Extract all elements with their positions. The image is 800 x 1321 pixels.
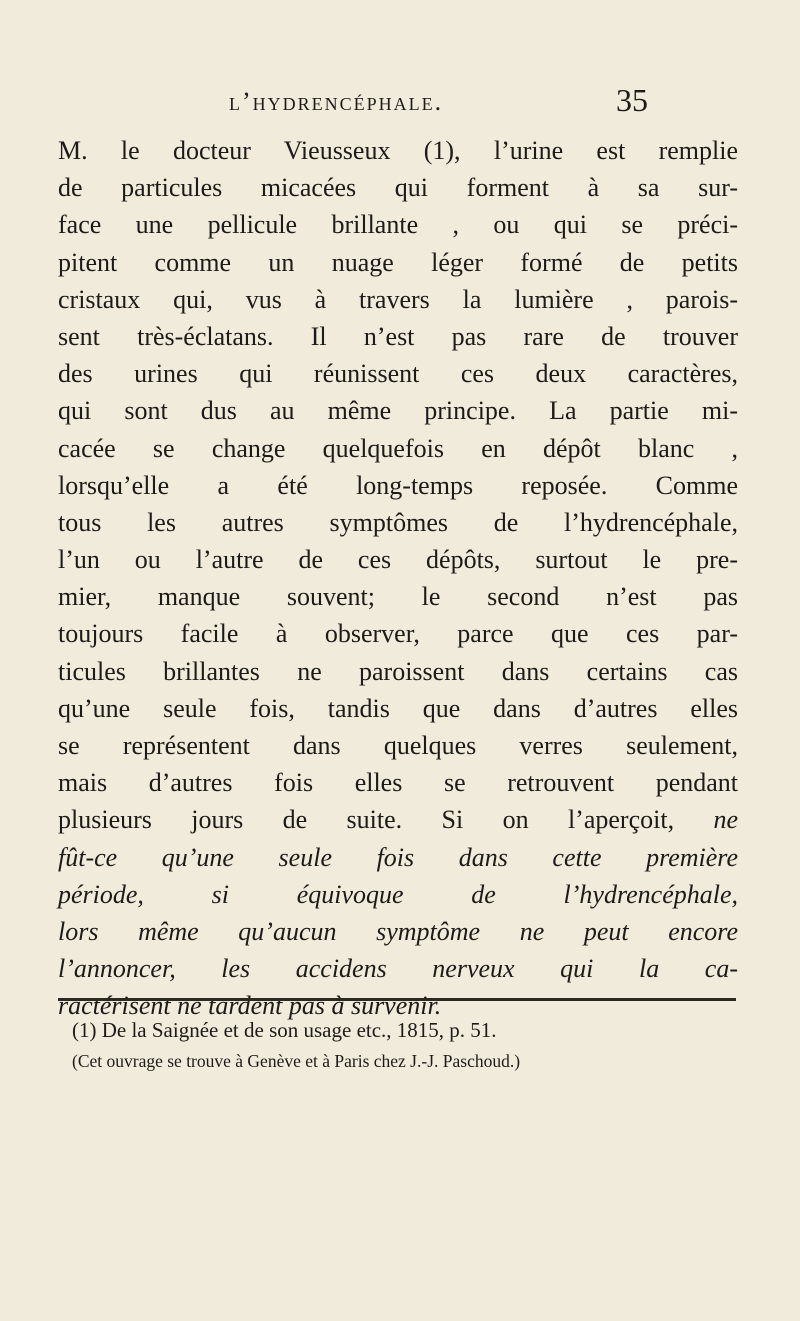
footnote-line-1: (1) De la Saignée et de son usage etc., 1815, p. 51. [72,1018,497,1042]
text-line-12: l’un ou l’autre de ces dépôts, surtout le pre- [58,545,738,575]
italic-line-3: lors même qu’aucun symptôme ne peut encore [58,916,738,946]
running-header [0,82,800,122]
text-line-13: mier, manque souvent; le second n’est pas [58,582,738,612]
text-line-15: ticules brillantes ne paroissent dans certains cas [58,656,738,686]
footnotes [72,1015,742,1077]
text-line-5: cristaux qui, vus à travers la lumière , parois- [58,284,738,314]
text-line-19-italic: ne [713,805,738,835]
italic-line-5: ractérisent ne tardent pas à survenir. [58,991,442,1021]
text-line-9: cacée se change quelquefois en dépôt blanc , [58,433,738,463]
body-paragraph [58,132,738,1025]
text-line-18: mais d’autres fois elles se retrouvent pendant [58,768,738,798]
italic-line-2: période, si équivoque de l’hydrencéphale, [58,879,738,909]
text-line-6: sent très-éclatans. Il n’est pas rare de trouver [58,321,738,351]
page-number: 35 [616,82,648,118]
text-line-2: de particules micacées qui forment à sa sur- [58,173,738,203]
text-line-10: lorsqu’elle a été long-temps reposée. Comme [58,470,738,500]
footnote-rule [58,998,736,1001]
text-line-8: qui sont dus au même principe. La partie mi- [58,396,738,426]
running-title: l’hydrencéphale. [229,87,444,116]
text-line-3: face une pellicule brillante , ou qui se préci- [58,210,738,240]
text-line-16: qu’une seule fois, tandis que dans d’autres elles [58,693,738,723]
italic-line-4: l’annoncer, les accidens nerveux qui la ca- [58,954,738,984]
text-line-4: pitent comme un nuage léger formé de petits [58,247,738,277]
italic-line-1: fût-ce qu’une seule fois dans cette première [58,842,738,872]
footnote-line-2: (Cet ouvrage se trouve à Genève et à Paris chez J.-J. Paschoud.) [72,1051,521,1071]
text-line-14: toujours facile à observer, parce que ces par- [58,619,738,649]
text-line-1: M. le docteur Vieusseux (1), l’urine est remplie [58,136,738,165]
text-line-7: des urines qui réunissent ces deux caractères, [58,359,738,389]
text-line-17: se représentent dans quelques verres seulement, [58,731,738,760]
text-line-19-roman: plusieurs jours de suite. Si on l’aperçoit, [58,805,675,835]
text-line-11: tous les autres symptômes de l’hydrencéphale, [58,507,738,537]
text-line-19 [58,801,738,838]
